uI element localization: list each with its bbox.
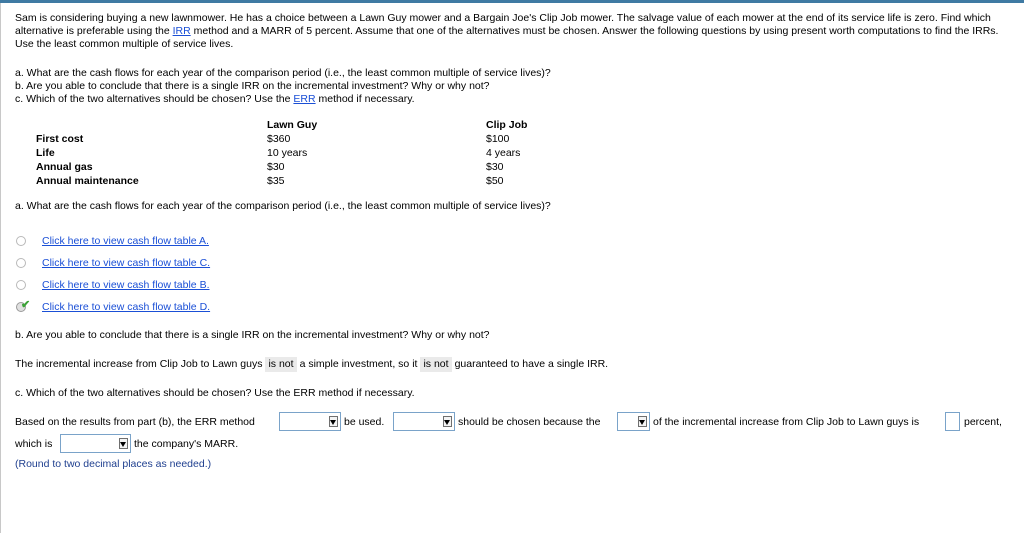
- top-accent-bar: [0, 0, 1024, 3]
- part-c-text-4: of the incremental increase from Clip Job to Lawn guys is: [653, 416, 920, 428]
- cell-lawn-guy: $35: [267, 175, 285, 187]
- intro-text-1: Sam is considering buying a new lawnmower. He has a choice between a Lawn Guy mower and a Bargain Joe's Clip Job mower. The salvage value of each mower at the end of its service life is zero. Find which alternative is preferable using the: [15, 12, 991, 37]
- left-border: [0, 3, 1, 533]
- question-a-text: a. What are the cash flows for each year of the comparison period (i.e., the least common multiple of service lives)?: [15, 67, 551, 79]
- comparison-dropdown[interactable]: [60, 434, 131, 453]
- part-c-text-6: which is: [15, 438, 53, 450]
- part-c-text-7: the company's MARR.: [134, 438, 239, 450]
- part-b-text-1: The incremental increase from Clip Job to Lawn guys: [15, 358, 263, 370]
- part-a-question: a. What are the cash flows for each year of the comparison period (i.e., the least common multiple of service lives)?: [15, 200, 551, 212]
- correct-check-icon: ✔: [21, 299, 31, 311]
- problem-statement: [15, 12, 1005, 51]
- part-b-answer-line: [15, 357, 608, 372]
- part-c-text-3: should be chosen because the: [458, 416, 601, 428]
- q-c-text-2: method if necessary.: [315, 93, 415, 105]
- cell-lawn-guy: $360: [267, 133, 291, 145]
- part-b-text-3: guaranteed to have a single IRR.: [454, 358, 609, 370]
- dropdown-arrow-icon: [443, 416, 452, 427]
- cell-lawn-guy: 10 years: [267, 147, 308, 159]
- dropdown-arrow-icon: [119, 438, 128, 449]
- radio-button[interactable]: [16, 280, 26, 290]
- irr-link[interactable]: IRR: [172, 25, 191, 37]
- intro-text-2: method and a MARR of 5 percent. Assume that one of the alternatives must be chosen. Answer the following questions by using present worth computations to find the IRRs. Use the least common multiple of service lives.: [15, 25, 999, 50]
- cash-flow-link-c[interactable]: Click here to view cash flow table C.: [42, 257, 211, 269]
- radio-button[interactable]: [16, 258, 26, 268]
- cash-flow-link-a[interactable]: Click here to view cash flow table A.: [42, 235, 209, 247]
- row-label: Annual gas: [36, 161, 93, 173]
- err-link[interactable]: ERR: [293, 93, 316, 105]
- dropdown-arrow-icon: [329, 416, 338, 427]
- row-label: Life: [36, 147, 55, 159]
- err-method-dropdown[interactable]: [279, 412, 341, 431]
- question-b-text: b. Are you able to conclude that there is a single IRR on the incremental investment? Why or why not?: [15, 80, 490, 92]
- row-label: First cost: [36, 133, 84, 145]
- percent-input[interactable]: [945, 412, 960, 431]
- cell-lawn-guy: $30: [267, 161, 285, 173]
- cash-flow-link-b[interactable]: Click here to view cash flow table B.: [42, 279, 210, 291]
- alternative-dropdown[interactable]: [393, 412, 455, 431]
- cell-clip-job: $30: [486, 161, 504, 173]
- part-c-question: c. Which of the two alternatives should be chosen? Use the ERR method if necessary.: [15, 387, 415, 399]
- answer-simple-investment[interactable]: is not: [265, 357, 296, 372]
- measure-dropdown[interactable]: [617, 412, 650, 431]
- col-header-lawn-guy: Lawn Guy: [267, 119, 318, 131]
- cell-clip-job: $100: [486, 133, 510, 145]
- row-label: Annual maintenance: [36, 175, 139, 187]
- question-c-text: [15, 93, 415, 106]
- part-c-text-5: percent,: [964, 416, 1002, 428]
- radio-button[interactable]: [16, 236, 26, 246]
- col-header-clip-job: Clip Job: [486, 119, 528, 131]
- dropdown-arrow-icon: [638, 416, 647, 427]
- part-b-question: b. Are you able to conclude that there is a single IRR on the incremental investment? Why or why not?: [15, 329, 490, 341]
- cash-flow-link-d[interactable]: Click here to view cash flow table D.: [42, 301, 211, 313]
- part-c-text-1: Based on the results from part (b), the ERR method: [15, 416, 255, 428]
- q-c-text-1: c. Which of the two alternatives should be chosen? Use the: [15, 93, 294, 105]
- rounding-note: (Round to two decimal places as needed.): [15, 458, 212, 470]
- cell-clip-job: $50: [486, 175, 504, 187]
- part-c-text-2: be used.: [344, 416, 385, 428]
- part-b-text-2: a simple investment, so it: [299, 358, 418, 370]
- answer-guaranteed[interactable]: is not: [420, 357, 451, 372]
- cell-clip-job: 4 years: [486, 147, 521, 159]
